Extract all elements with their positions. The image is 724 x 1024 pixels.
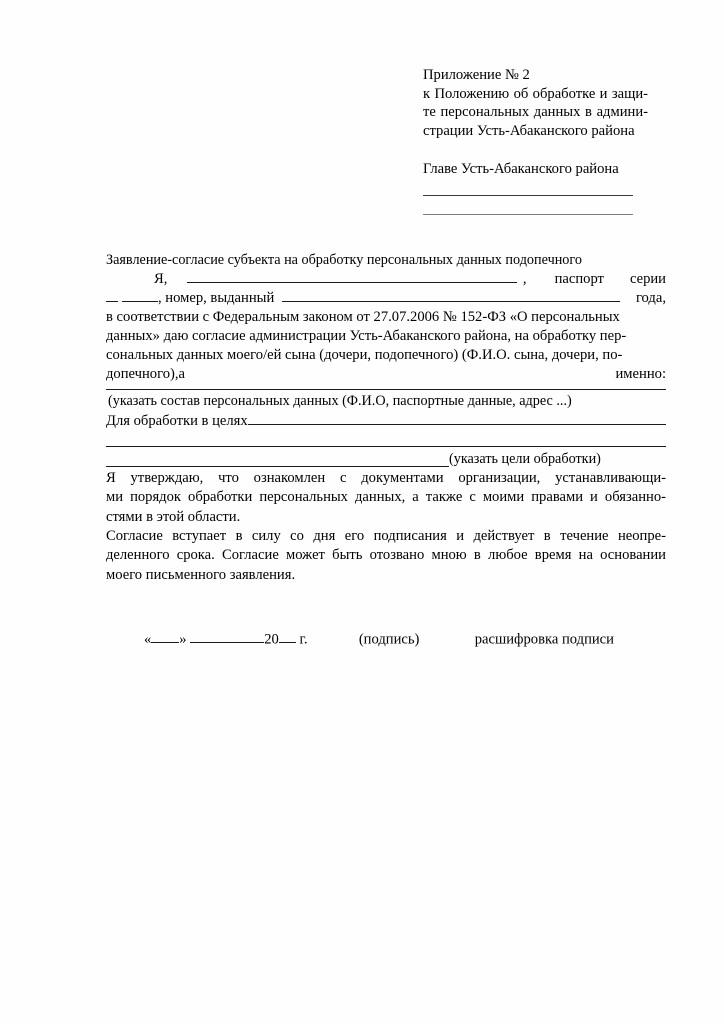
header-line-4: страции Усть-Абаканского района	[423, 122, 635, 139]
form-row-passport	[106, 288, 666, 307]
year-suffix-label: г.	[299, 631, 308, 648]
hint-purpose: (указать цели обработки)	[449, 451, 601, 467]
statement-p1-line-1: Я утверждаю, что ознакомлен с документами организации, устанавливающи-	[106, 470, 666, 486]
header-line-2: к Положению об обработке и защи-	[423, 85, 648, 102]
form-body-line-4	[106, 365, 666, 384]
page-title: Заявление-согласие субъекта на обработку персональных данных подопечного	[106, 252, 582, 268]
addressee-line: Главе Усть-Абаканского района	[423, 161, 619, 177]
form-body	[106, 269, 666, 385]
signature-caption: (подпись)	[358, 631, 420, 648]
month-blank-field[interactable]	[190, 630, 264, 643]
personal-data-composition-blank[interactable]	[106, 389, 666, 390]
purpose-label: Для обработки в целях	[106, 413, 248, 430]
header-line-1: Приложение № 2	[423, 67, 530, 83]
day-blank-field[interactable]	[151, 630, 179, 643]
passport-series-blank-b[interactable]	[122, 288, 158, 302]
statement-paragraph-2	[106, 527, 666, 585]
purpose-section	[106, 411, 666, 430]
quote-open: «	[144, 631, 152, 648]
statement-p2-line-3: моего письменного заявления.	[106, 566, 296, 583]
form-row-purpose	[106, 411, 666, 430]
statement-paragraph-1	[106, 469, 666, 527]
header-reference-block	[423, 66, 648, 140]
year-blank-field[interactable]	[279, 630, 296, 643]
passport-series-blank-a[interactable]	[106, 288, 118, 302]
comma-separator: ,	[522, 271, 527, 288]
issued-by-blank-field[interactable]	[282, 288, 620, 302]
number-issued-label: , номер, выданный	[158, 290, 275, 307]
form-row-identity	[106, 269, 666, 288]
header-line-3: те персональных данных в админи-	[423, 104, 648, 121]
form-body-line-2: данных» даю согласие администрации Усть-Абаканского района, на обработку пер-	[106, 327, 627, 344]
statement-p2-line-1: Согласие вступает в силу со дня его подписания и действует в течение неопре-	[106, 528, 666, 544]
form-body-line-3: сональных данных моего/ей сына (дочери, подопечного) (Ф.И.О. сына, дочери, по-	[106, 347, 623, 364]
purpose-blank-field-3[interactable]	[106, 466, 449, 467]
signature-row	[106, 630, 666, 650]
fullname-blank-field[interactable]	[187, 269, 517, 283]
ya-label: Я,	[154, 271, 168, 288]
passport-label: паспорт	[554, 271, 604, 288]
form-body-line-4-left: допечного),а	[106, 366, 185, 383]
year-label: года,	[635, 290, 666, 307]
addressee-blank-line-1[interactable]	[423, 195, 633, 196]
statement-p1-line-2: ми порядок обработки персональных данных, а также с моими правами и обязанно-	[106, 489, 666, 506]
transcript-caption: расшифровка подписи	[474, 631, 614, 648]
statement-p2-line-2: деленного срока. Согласие может быть отозвано мною в любое время на основании	[106, 547, 666, 564]
statement-p1-line-3: стями в этой области.	[106, 508, 241, 525]
form-body-line-4-right: именно:	[615, 366, 666, 383]
purpose-blank-field-2[interactable]	[106, 446, 666, 447]
year-prefix: 20	[264, 631, 279, 648]
addressee-blank-line-2[interactable]	[423, 214, 633, 215]
date-group	[144, 630, 308, 650]
form-body-line-1: в соответствии с Федеральным законом от 27.07.2006 № 152-ФЗ «О персональных	[106, 308, 620, 325]
series-label: серии	[629, 271, 666, 288]
hint-composition: (указать состав персональных данных (Ф.И.О, паспортные данные, адрес ...)	[108, 393, 572, 409]
purpose-blank-field-1[interactable]	[248, 411, 666, 425]
quote-close: »	[179, 631, 187, 648]
